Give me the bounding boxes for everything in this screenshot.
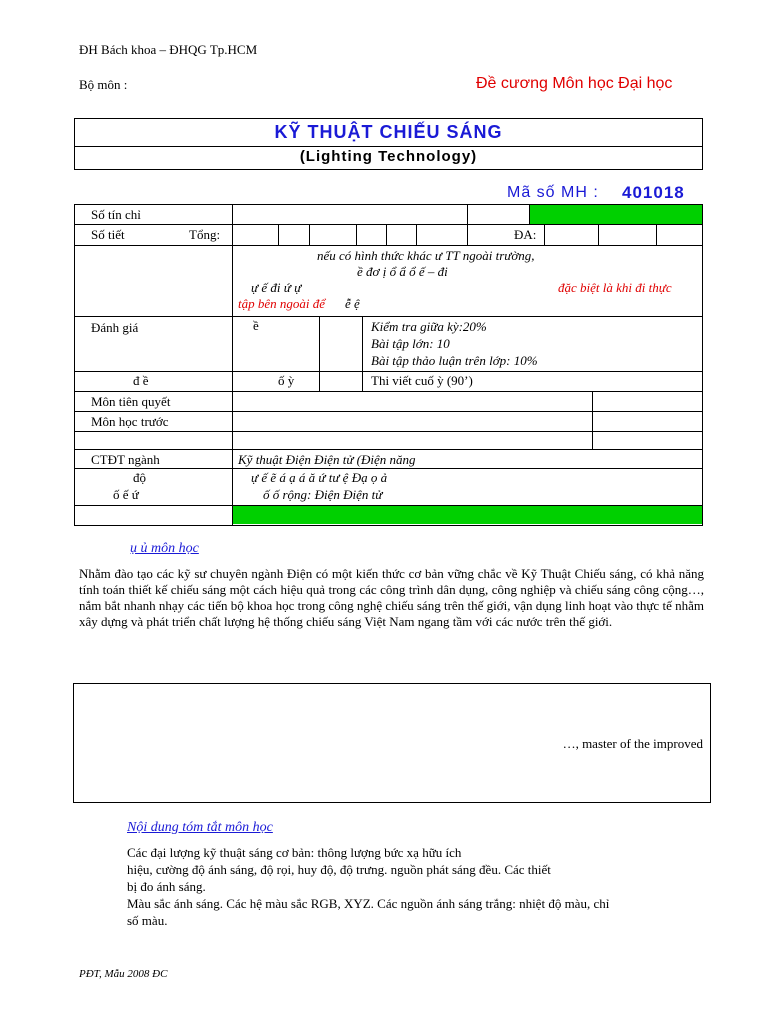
level-row xyxy=(75,469,702,505)
level-left-2: ố ế ứ xyxy=(113,487,139,502)
bottom-highlight xyxy=(233,506,702,524)
summary-title: Nội dung tóm tắt môn học xyxy=(127,820,273,835)
assessment-item-3: Bài tập thảo luận trên lớp: 10% xyxy=(371,353,538,368)
program-value: Kỹ thuật Điện Điện tử (Điện năng xyxy=(238,452,416,467)
objective-body: Nhằm đào tạo các kỹ sư chuyên ngành Điện có một kiến thức cơ bản vững chắc về Kỹ Thuật Chiếu sáng, có khả năng tính toán thiết kế chiếu sáng một cách hiệu quả trong các công trình dân dụng, công nghiệp và chiếu sáng công cộng…, nắm bắt nhanh nhạy các tiến bộ khoa học trong công nghệ chiếu sáng trên thế giới, vận dụng linh hoạt vào thực tế nhằm xây dựng và phát triển chất lượng hệ thống chiếu sáng Việt Nam ngang tầm với các nước trên thế giới. xyxy=(79,566,704,629)
assessment-sub: ề xyxy=(253,318,259,333)
final-exam-item: Thi viết cuố ỳ (90’) xyxy=(371,373,473,388)
english-objective-text: …, master of the improved xyxy=(562,736,703,751)
course-code-label: Mã số MH : xyxy=(507,184,599,201)
course-info-table xyxy=(74,204,703,526)
periods-row xyxy=(75,225,702,245)
periods-total-label: Tổng: xyxy=(189,227,221,242)
notes-line-3: ự ế đi ứ ự xyxy=(251,280,302,295)
assessment-item-2: Bài tập lớn: 10 xyxy=(371,336,450,351)
level-left-1: độ xyxy=(133,470,146,485)
summary-line-2: hiệu, cường độ ánh sáng, độ rọi, huy độ, độ trưng. nguồn phát sáng đều. Các thiết xyxy=(127,862,551,877)
program-label: CTĐT ngành xyxy=(91,452,160,467)
footer-text: PĐT, Mẫu 2008 ĐC xyxy=(79,968,168,980)
notes-line-4-tail: ễ ệ xyxy=(345,296,360,311)
level-right-2: ố ố rộng: Điện Điện tử xyxy=(263,487,383,502)
assessment-item-1: Kiểm tra giữa kỳ:20% xyxy=(371,319,487,334)
assessment-row xyxy=(75,317,702,371)
notes-red-left: tập bên ngoài để xyxy=(238,296,326,311)
course-code: 401018 xyxy=(622,183,685,202)
summary-line-5: số màu. xyxy=(127,913,168,928)
summary-line-3: bị đo ánh sáng. xyxy=(127,879,206,894)
periods-label: Số tiết xyxy=(91,227,125,242)
blank-row xyxy=(75,432,702,449)
notes-line-2: ề đơ ị ổ ẩ ổ ế – đi xyxy=(357,264,448,279)
course-title-en-box xyxy=(74,145,703,170)
notes-row xyxy=(75,246,702,316)
bottom-row xyxy=(75,506,702,525)
prerequisite-label: Môn tiên quyết xyxy=(91,394,171,409)
summary-line-4: Màu sắc ánh sáng. Các hệ màu sắc RGB, XYZ. Các nguồn ánh sáng trắng: nhiệt độ màu, chỉ xyxy=(127,896,610,911)
credits-label: Số tín chỉ xyxy=(91,207,141,222)
credits-highlight xyxy=(530,205,702,224)
course-title-vi: KỸ THUẬT CHIẾU SÁNG xyxy=(274,122,503,142)
final-exam-left: đ ề xyxy=(133,373,149,388)
level-right-1: ự ế ẽ á ạ á ă ứ tư ệ Đạ ọ ả xyxy=(251,470,388,485)
department-label: Bộ môn : xyxy=(79,77,128,92)
summary-line-1: Các đại lượng kỹ thuật sáng cơ bản: thông lượng bức xạ hữu ích xyxy=(127,845,462,860)
final-exam-row xyxy=(75,372,702,391)
prerequisite-row xyxy=(75,392,702,411)
prior-course-row xyxy=(75,412,702,431)
english-objective-box xyxy=(73,683,711,803)
credits-row xyxy=(75,205,702,224)
objective-title: ụ ủ môn học xyxy=(130,541,199,556)
program-row xyxy=(75,450,702,468)
prior-course-label: Môn học trước xyxy=(91,414,169,429)
notes-red-right: đặc biệt là khi đi thực xyxy=(558,280,672,295)
final-exam-mid: ố ỳ xyxy=(278,373,295,388)
course-title-en: (Lighting Technology) xyxy=(299,148,478,165)
notes-line-1: nếu có hình thức khác ư TT ngoài trường, xyxy=(317,248,535,263)
university-name: ĐH Bách khoa – ĐHQG Tp.HCM xyxy=(79,42,258,57)
periods-da-label: ĐA: xyxy=(514,227,537,242)
assessment-label: Đánh giá xyxy=(91,320,139,335)
course-title-box xyxy=(74,118,703,147)
document-type: Đề cương Môn học Đại học xyxy=(476,75,673,92)
